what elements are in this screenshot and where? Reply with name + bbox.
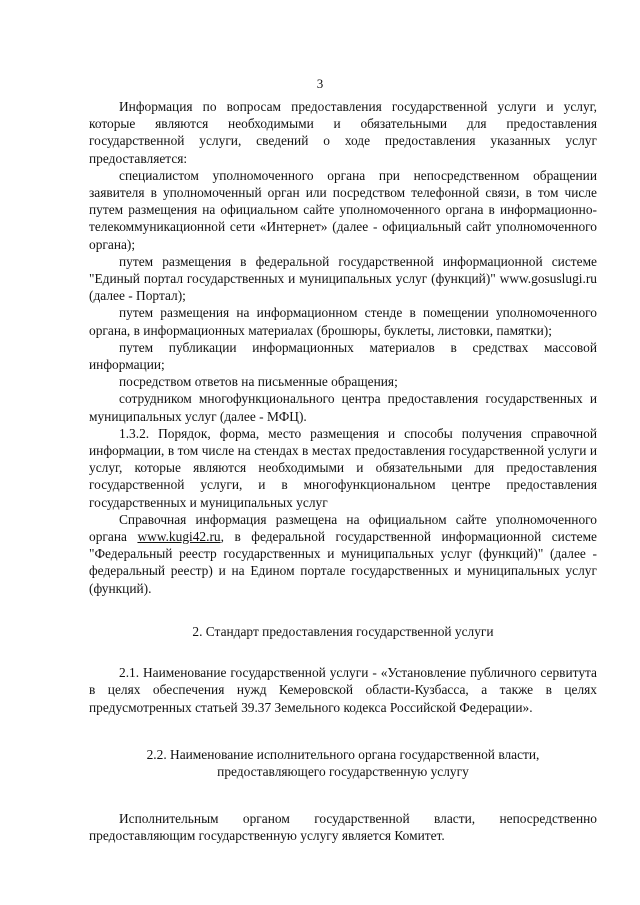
paragraph-specialist: специалистом уполномоченного органа при непосредственном обращении заявителя в уполномоченный орган или посредством телефонной связи, в том числе путем размещения на официальном сайте уполномоченного органа в информационно-телекоммуникационной сети «Интернет» (далее - официальный сайт уполномоченного органа); bbox=[89, 167, 597, 252]
section-2-2-heading-line2: предоставляющего государственную услугу bbox=[217, 763, 469, 779]
paragraph-1-3-2: 1.3.2. Порядок, форма, место размещения и способы получения справочной информации, в том числе на стендах в местах предоставления государственной услуги и услуг, которые являются необходимыми и обязательными для предоставления государственной услуги, и в многофункциональном центре предоставления государственных и муниципальных услуг bbox=[89, 425, 597, 510]
paragraph-info-stand: путем размещения на информационном стенде в помещении уполномоченного органа, в информационных материалах (брошюры, буклеты, листовки, памятки); bbox=[89, 305, 597, 338]
spacer bbox=[89, 597, 597, 623]
kugi42-link[interactable]: www.kugi42.ru bbox=[137, 529, 221, 545]
paragraph-info-provision: Информация по вопросам предоставления государственной услуги и услуг, которые являются необходимыми и обязательными для предоставления государственной услуги, сведений о ходе предоставления указанных услуг предоставляется: bbox=[89, 99, 597, 166]
reference-info-text-end: , в федеральной государственной информационной системе "Федеральный реестр государственных и муниципальных услуг (функций)" (далее - федеральный реестр) и на Едином портале государственных и муниципальных услуг (функций). bbox=[89, 529, 597, 596]
paragraph-federal-portal: путем размещения в федеральной государственной информационной системе "Единый портал государственных и муниципальных услуг (функций)" www.gosuslugi.ru (далее - Портал); bbox=[89, 253, 597, 304]
paragraph-2-1: 2.1. Наименование государственной услуги - «Установление публичного сервитута в целях обеспечения нужд Кемеровской области-Кузбасса, а также в целях предусмотренных статьей 39.37 Земельного кодекса Российской Федерации». bbox=[89, 665, 597, 715]
spacer bbox=[89, 780, 597, 810]
paragraph-executive-body: Исполнительным органом государственной власти, непосредственно предоставляющим государственную услугу является Комитет. bbox=[89, 811, 597, 844]
page-number: 3 bbox=[316, 76, 324, 91]
document-body bbox=[89, 98, 597, 845]
spacer bbox=[89, 640, 597, 664]
paragraph-mass-media: путем публикации информационных материалов в средствах массовой информации; bbox=[89, 339, 597, 373]
reference-info-text-start: Справочная информация размещена на официальном сайте уполномоченного органа bbox=[89, 511, 597, 545]
section-2-heading: 2. Стандарт предоставления государственной услуги bbox=[192, 623, 494, 639]
paragraph-reference-info bbox=[89, 511, 597, 597]
section-2-2-heading-line1: 2.2. Наименование исполнительного органа государственной власти, bbox=[146, 746, 540, 762]
paragraph-mfc: сотрудником многофункционального центра предоставления государственных и муниципальных услуг (далее - МФЦ). bbox=[89, 391, 597, 424]
paragraph-written-requests: посредством ответов на письменные обращения; bbox=[119, 374, 398, 390]
spacer bbox=[89, 716, 597, 746]
